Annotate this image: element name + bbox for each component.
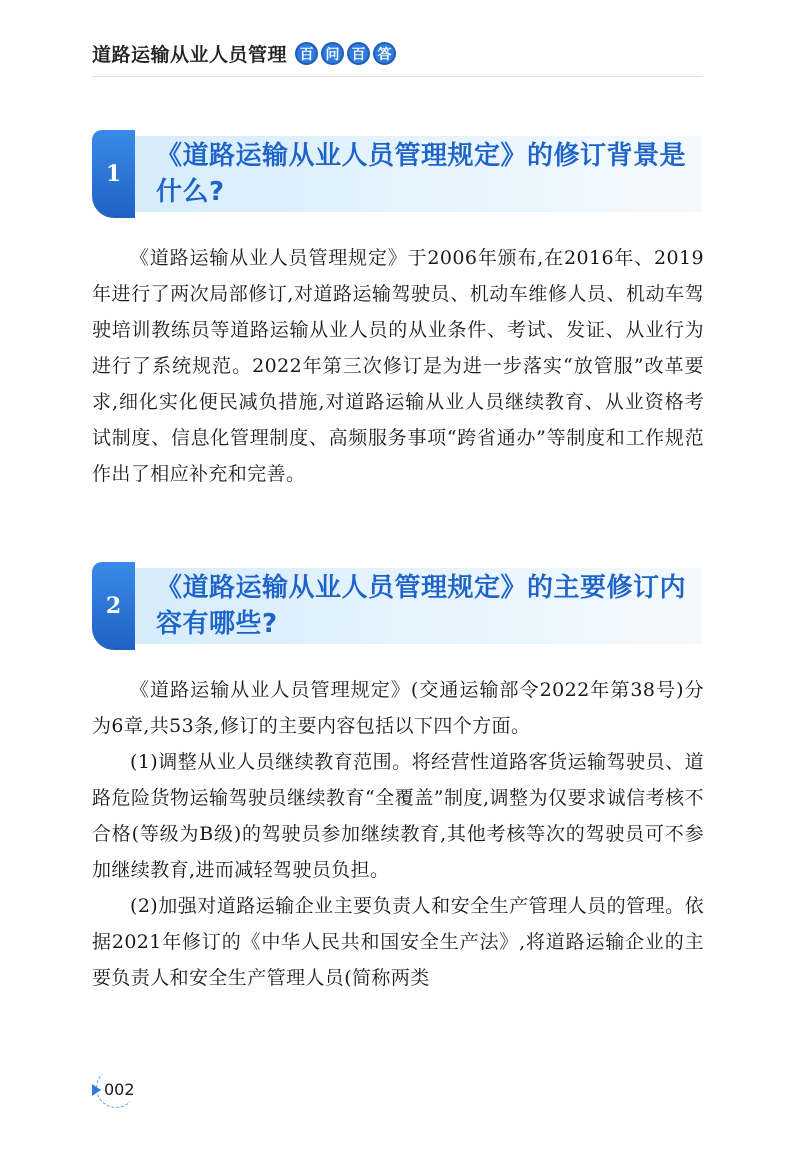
answer-paragraph: 《道路运输从业人员管理规定》于2006年颁布,在2016年、2019年进行了两次局部修订,对道路运输驾驶员、机动车维修人员、机动车驾驶培训教练员等道路运输从业人员的从业条件、考试、发证、从业行为进行了系统规范。2022年第三次修订是为进一步落实“放管服”改革要求,细化实化便民减负措施,对道路运输从业人员继续教育、从业资格考试制度、信息化管理制度、高频服务事项“跨省通办”等制度和工作规范作出了相应补充和完善。 <box>92 247 704 485</box>
page-number <box>92 1080 135 1099</box>
question-title: 《道路运输从业人员管理规定》的修订背景是什么? <box>156 141 687 207</box>
series-badge: 答 <box>373 42 396 65</box>
question-heading-2 <box>92 562 702 650</box>
answer-paragraph: 《道路运输从业人员管理规定》(交通运输部令2022年第38号)分为6章,共53条,修订的主要内容包括以下四个方面。 <box>92 679 704 737</box>
series-badges <box>295 42 396 65</box>
series-badge: 问 <box>321 42 344 65</box>
question-number: 2 <box>92 562 135 650</box>
answer-2 <box>92 672 704 996</box>
question-heading-1 <box>92 130 702 218</box>
question-number: 1 <box>92 130 135 218</box>
arrow-right-icon <box>92 1084 101 1096</box>
question-title: 《道路运输从业人员管理规定》的主要修订内容有哪些? <box>156 573 687 639</box>
answer-paragraph: (2)加强对道路运输企业主要负责人和安全生产管理人员的管理。依据2021年修订的《中华人民共和国安全生产法》,将道路运输企业的主要负责人和安全生产管理人员(简称两类 <box>92 895 704 989</box>
running-header <box>92 40 396 67</box>
series-badge: 百 <box>347 42 370 65</box>
series-badge: 百 <box>295 42 318 65</box>
answer-1 <box>92 240 704 492</box>
book-title: 道路运输从业人员管理 <box>92 44 288 66</box>
answer-paragraph: (1)调整从业人员继续教育范围。将经营性道路客货运输驾驶员、道路危险货物运输驾驶员继续教育“全覆盖”制度,调整为仅要求诚信考核不合格(等级为B级)的驾驶员参加继续教育,其他考核等次的驾驶员可不参加继续教育,进而减轻驾驶员负担。 <box>92 751 704 881</box>
header-divider <box>92 76 702 77</box>
page-number-text: 002 <box>104 1080 135 1099</box>
